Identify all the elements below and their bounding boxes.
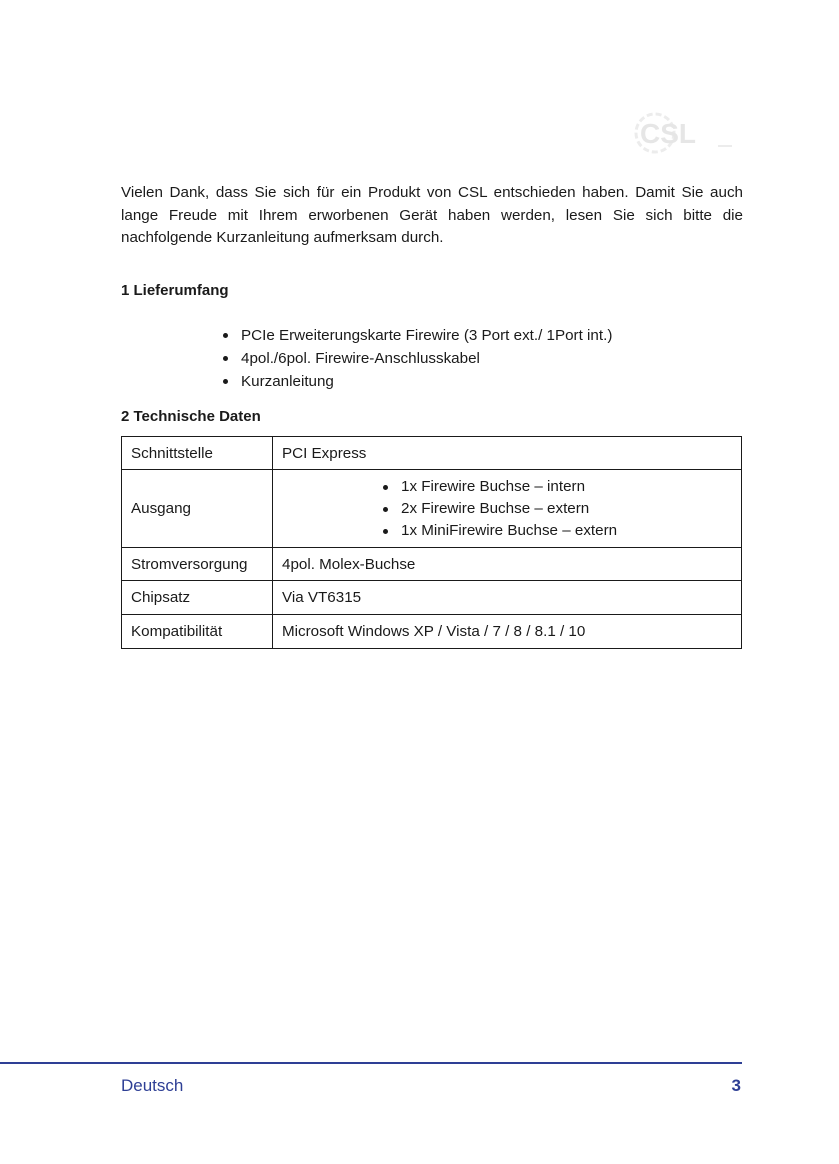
list-item: 4pol./6pol. Firewire-Anschlusskabel	[222, 347, 612, 370]
table-row	[122, 615, 742, 649]
intro-paragraph: Vielen Dank, dass Sie sich für ein Produkt von CSL entschieden haben. Damit Sie auch lange Freude mit Ihrem erworbenen Gerät haben werden, lesen Sie sich bitte die nachfolgende Kurzanleitung aufmerksam durch.	[121, 184, 743, 246]
spec-value: Via VT6315	[273, 581, 742, 615]
spec-label: Ausgang	[122, 470, 273, 548]
spec-table	[121, 436, 742, 649]
section-heading-delivery: 1 Lieferumfang	[121, 282, 229, 299]
list-item: 1x MiniFirewire Buchse – extern	[382, 520, 732, 542]
spec-label: Chipsatz	[122, 581, 273, 615]
table-row	[122, 437, 742, 470]
section-heading-specs: 2 Technische Daten	[121, 408, 261, 425]
spec-label: Stromversorgung	[122, 548, 273, 581]
list-item: 1x Firewire Buchse – intern	[382, 476, 732, 498]
spec-value: PCI Express	[273, 437, 742, 470]
logo-text: CSL	[640, 118, 696, 149]
table-row	[122, 548, 742, 581]
table-row	[122, 470, 742, 548]
spec-value: Microsoft Windows XP / Vista / 7 / 8 / 8.1 / 10	[273, 615, 742, 649]
table-row	[122, 581, 742, 615]
csl-logo	[634, 110, 738, 156]
footer-divider	[0, 1062, 742, 1064]
page-number: 3	[731, 1076, 741, 1095]
output-list	[382, 476, 732, 542]
list-item: Kurzanleitung	[222, 370, 612, 393]
spec-label: Schnittstelle	[122, 437, 273, 470]
spec-value: 4pol. Molex-Buchse	[273, 548, 742, 581]
footer-language: Deutsch	[121, 1076, 184, 1095]
list-item: PCIe Erweiterungskarte Firewire (3 Port ext./ 1Port int.)	[222, 324, 612, 347]
spec-label: Kompatibilität	[122, 615, 273, 649]
spec-value	[273, 470, 742, 548]
delivery-list	[222, 324, 612, 393]
list-item: 2x Firewire Buchse – extern	[382, 498, 732, 520]
